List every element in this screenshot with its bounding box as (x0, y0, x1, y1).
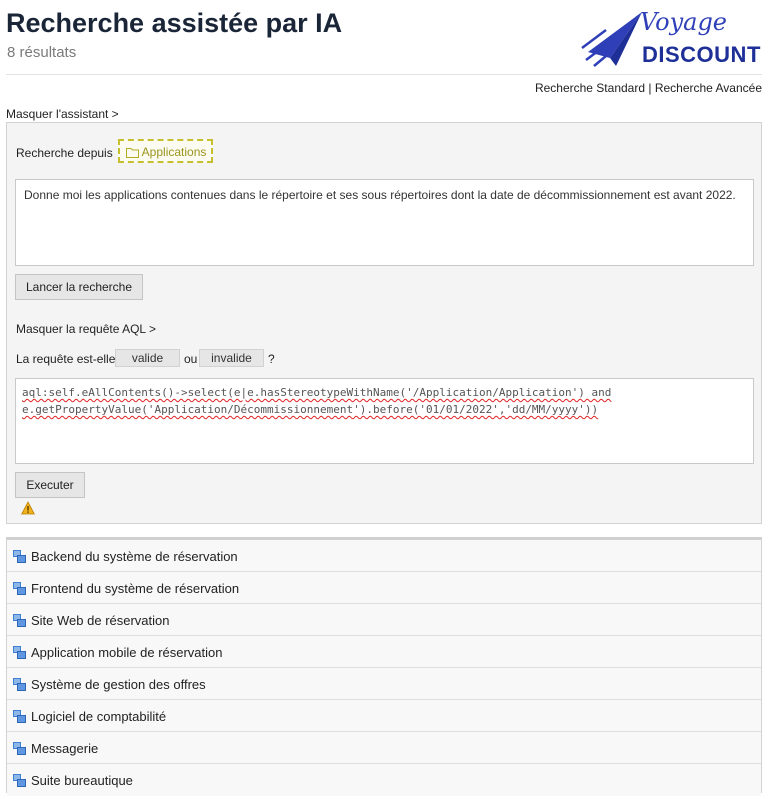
list-item[interactable] (7, 540, 761, 572)
validity-or: ou (184, 352, 198, 366)
warning-icon (21, 501, 35, 515)
list-item[interactable] (7, 732, 761, 764)
folder-name: Applications (141, 145, 207, 159)
advanced-search-link[interactable]: Recherche Avancée (654, 81, 762, 95)
folder-icon (126, 147, 139, 158)
validity-question: La requête est-elle (16, 352, 116, 366)
list-item[interactable] (7, 700, 761, 732)
execute-button[interactable]: Executer (15, 472, 85, 498)
list-item[interactable] (7, 764, 761, 796)
invalid-button[interactable]: invalide (199, 349, 264, 367)
list-item[interactable] (7, 668, 761, 700)
valid-button[interactable]: valide (115, 349, 180, 367)
standard-search-link[interactable]: Recherche Standard (534, 81, 646, 95)
aql-line-2: e.getPropertyValue('Application/Décommissionnement').before('01/01/2022','dd/MM/yyyy')) (22, 403, 599, 416)
result-label: Backend du système de réservation (31, 549, 238, 564)
list-item[interactable] (7, 572, 761, 604)
header (0, 0, 768, 74)
application-icon (13, 678, 26, 691)
logo-word-text: DISCOUNT (642, 42, 761, 67)
link-separator: | (645, 81, 655, 95)
application-icon (13, 582, 26, 595)
result-label: Frontend du système de réservation (31, 581, 240, 596)
assistant-panel (6, 122, 762, 524)
search-from-label: Recherche depuis (16, 146, 113, 160)
result-label: Suite bureautique (31, 773, 133, 788)
aql-query-editor[interactable] (15, 378, 754, 464)
application-icon (13, 646, 26, 659)
result-label: Application mobile de réservation (31, 645, 223, 660)
result-count: 8 résultats (7, 44, 77, 61)
logo-script-text: Voyage (640, 8, 728, 36)
application-icon (13, 742, 26, 755)
search-mode-links (535, 81, 762, 95)
application-icon (13, 550, 26, 563)
result-label: Système de gestion des offres (31, 677, 206, 692)
folder-selector[interactable] (118, 139, 213, 163)
result-label: Messagerie (31, 741, 99, 756)
page-title: Recherche assistée par IA (6, 8, 343, 38)
brand-logo (580, 6, 762, 70)
hide-assistant-link[interactable]: Masquer l'assistant > (6, 107, 119, 121)
validity-question-mark: ? (268, 352, 275, 366)
result-label: Logiciel de comptabilité (31, 709, 167, 724)
header-divider (6, 74, 762, 75)
application-icon (13, 774, 26, 787)
result-label: Site Web de réservation (31, 613, 170, 628)
hide-aql-link[interactable]: Masquer la requête AQL > (16, 322, 156, 336)
launch-search-button[interactable]: Lancer la recherche (15, 274, 143, 300)
list-item[interactable] (7, 604, 761, 636)
prompt-textarea[interactable]: Donne moi les applications contenues dans le répertoire et ses sous répertoires dont la date de décommissionnement est avant 2022. (15, 179, 754, 266)
application-icon (13, 710, 26, 723)
aql-line-1: aql:self.eAllContents()->select(e|e.hasStereotypeWithName('/Application/Application') and (22, 386, 612, 399)
list-item[interactable] (7, 636, 761, 668)
application-icon (13, 614, 26, 627)
results-list (6, 537, 762, 793)
